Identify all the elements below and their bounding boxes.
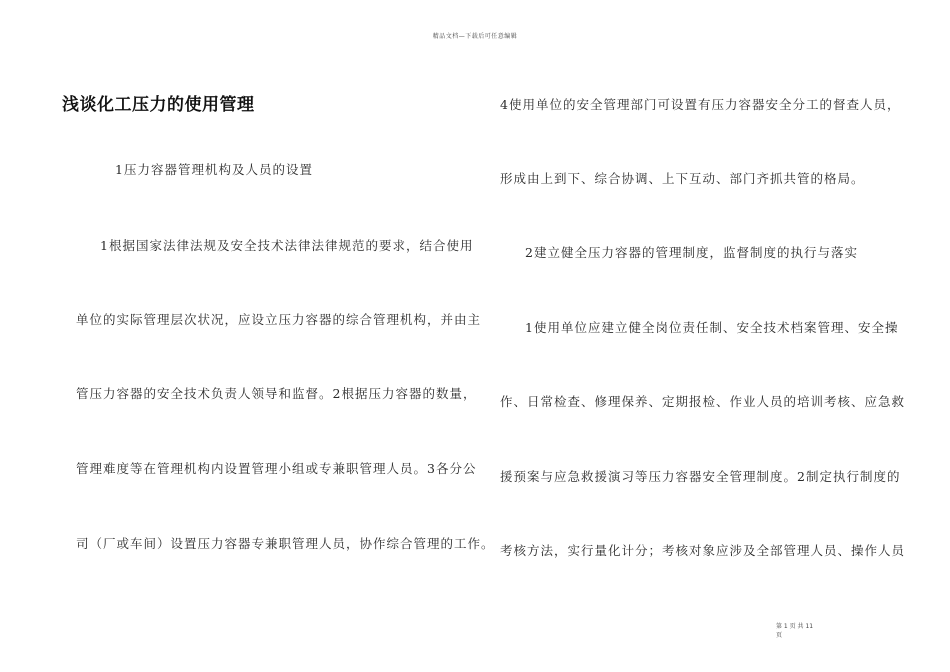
page-number-label: 第 1 页 共 11 bbox=[776, 623, 814, 630]
document-title: 浅谈化工压力的使用管理 bbox=[62, 95, 255, 115]
section-heading: 1压力容器管理机构及人员的设置 bbox=[115, 162, 313, 177]
paragraph-line: 管压力容器的安全技术负责人领导和监督。2根据压力容器的数量， bbox=[76, 386, 477, 401]
paragraph-line: 管理难度等在管理机构内设置管理小组或专兼职管理人员。3各分公 bbox=[76, 461, 477, 476]
paragraph-line: 单位的实际管理层次状况，应设立压力容器的综合管理机构，并由主 bbox=[76, 312, 482, 327]
paragraph-line: 司（厂或车间）设置压力容器专兼职管理人员，协作综合管理的工作。 bbox=[76, 536, 495, 551]
paragraph-line: 1根据国家法律法规及安全技术法律法律规范的要求，结合使用 bbox=[100, 238, 474, 253]
paragraph-line: 考核方法，实行量化计分；考核对象应涉及全部管理人员、操作人员 bbox=[500, 543, 906, 558]
page-number bbox=[776, 622, 813, 640]
section-heading: 2建立健全压力容器的管理制度，监督制度的执行与落实 bbox=[525, 245, 858, 260]
paragraph-line: 形成由上到下、综合协调、上下互动、部门齐抓共管的格局。 bbox=[500, 171, 865, 186]
paragraph-line: 作、日常检查、修理保养、定期报检、作业人员的培训考核、应急救 bbox=[500, 394, 906, 409]
paragraph-line: 4使用单位的安全管理部门可设置有压力容器安全分工的督查人员， bbox=[500, 97, 901, 112]
page-header: 精品文档—下载后可任意编辑 bbox=[432, 33, 518, 40]
paragraph-line: 1使用单位应建立健全岗位责任制、安全技术档案管理、安全操 bbox=[525, 320, 899, 335]
page-number-suffix: 页 bbox=[776, 632, 783, 639]
paragraph-line: 援预案与应急救援演习等压力容器安全管理制度。2制定执行制度的 bbox=[500, 469, 901, 484]
